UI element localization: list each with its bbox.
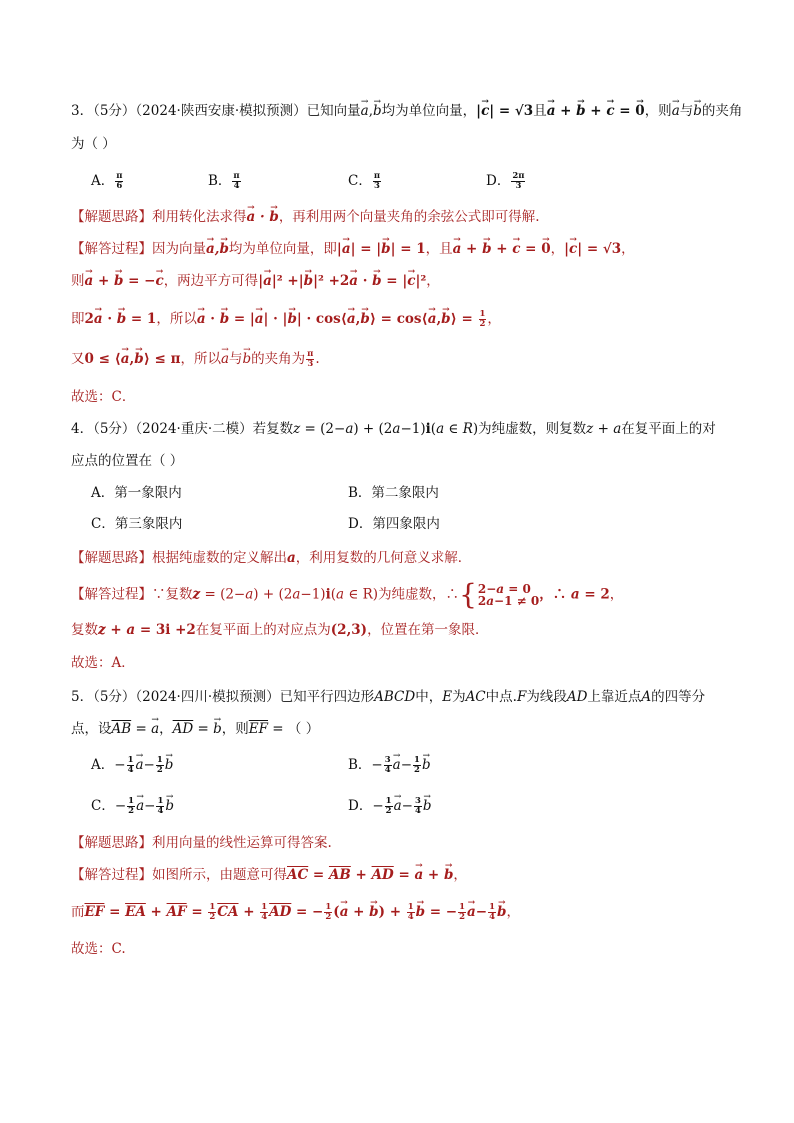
q3-stem-cont: 为（ ）	[71, 136, 116, 152]
q5-option-d[interactable]: D．− $\frac{1}{2}$ → a− $\frac{3}{4}$ → b	[348, 797, 432, 816]
q3-process-2: 则→ a + → b = −→ c，两边平方可得|→ a|² +|→ b|² +2→ a · → b = |→ c|²，	[71, 272, 440, 290]
q4-stem: 4．（5分）（2024·重庆·二模）若复数z = (2−a) + (2a−1)i(a ∈ R)为纯虚数，则复数z + a在复平面上的对	[71, 421, 716, 437]
q4-option-b[interactable]: B．第二象限内	[348, 485, 439, 501]
q3-option-c[interactable]: C． $\frac{\pi}{3}$	[348, 171, 381, 191]
q3-process-3: 即2→ a · → b = 1，所以→ a · → b = |→ a| · |→ b| · cos⟨→ a,→ b⟩ = cos⟨→ a,→ b⟩ = $\frac{1}{2}$ ，	[71, 310, 501, 329]
q5-option-a[interactable]: A．− $\frac{1}{4}$ → a− $\frac{1}{2}$ → b	[91, 756, 173, 775]
q4-stem-cont: 应点的位置在（ ）	[71, 453, 184, 469]
q4-option-d[interactable]: D．第四象限内	[348, 516, 440, 532]
q4-option-a[interactable]: A．第一象限内	[91, 485, 182, 501]
q3-process-4: 又0 ≤ ⟨→ a,→ b⟩ ≤ π，所以→ a与→ b的夹角为 $\frac{\pi}{3}$ .	[71, 350, 320, 369]
q5-process-2: 而$\overline{EF} = \overline{EA} + \overline{AF}$ = $\frac{1}{2}$ $\overline{CA}$ + $\frac{1}{4}$ $\overline{AD}$ = − $\frac{1}{2}$ (→ a + → b) + $\frac{1}{4}$ → b = − $\frac{1}{2}$ → a− $\frac{1}{4}$ → b，	[71, 903, 520, 922]
q5-idea: 【解题思路】利用向量的线性运算可得答案.	[71, 835, 332, 851]
q5-option-b[interactable]: B．− $\frac{3}{4}$ → a− $\frac{1}{2}$ → b	[348, 756, 431, 775]
q5-stem: 5．（5分）（2024·四川·模拟预测）已知平行四边形ABCD中，E为AC中点.F为线段AD上靠近点A的四等分	[71, 689, 706, 705]
q4-process-1: 【解答过程】∵复数z = (2−a) + (2a−1)i(a ∈ R)为纯虚数，∴ { 2−a = 0 2a−1 ≠ 0 ，∴ a = 2，	[71, 578, 624, 611]
q4-option-c[interactable]: C．第三象限内	[91, 516, 183, 532]
q5-answer: 故选：C.	[71, 941, 126, 957]
q3-answer: 故选：C．	[71, 389, 136, 405]
q3-idea: 【解题思路】利用转化法求得→ a · → b，再利用两个向量夹角的余弦公式即可得解.	[71, 208, 540, 226]
q5-process-1: 【解答过程】如图所示，由题意可得$\overline{AC} = \overline{AB} + \overline{AD}$ = → a + → b，	[71, 866, 467, 884]
q5-option-c[interactable]: C．− $\frac{1}{2}$ → a− $\frac{1}{4}$ → b	[91, 797, 174, 816]
q4-answer: 故选：A．	[71, 655, 135, 671]
q5-stem-cont: 点，设$\overline{AB}$ = → a，$\overline{AD}$ = → b，则$\overline{EF}$ = （ ）	[71, 720, 319, 738]
q4-idea: 【解题思路】根据纯虚数的定义解出a，利用复数的几何意义求解．	[71, 550, 472, 566]
q3-stem: 3．（5分）（2024·陕西安康·模拟预测）已知向量→ a,→ b均为单位向量，|→ c| = √3且→ a + → b + → c = → 0，则→ a与→ b的夹角	[71, 102, 742, 120]
q4-process-2: 复数z + a = 3i +2在复平面上的对应点为(2,3)，位置在第一象限．	[71, 622, 489, 638]
q3-process-1: 【解答过程】因为向量→ a,→ b均为单位向量，即|→ a| = |→ b| = 1，且→ a + → b + → c = → 0，|→ c| = √3，	[71, 240, 635, 258]
q3-option-d[interactable]: D． $\frac{2\pi}{3}$	[486, 171, 525, 191]
q3-option-b[interactable]: B． $\frac{\pi}{4}$	[208, 171, 240, 191]
q3-option-a[interactable]: A． $\frac{\pi}{6}$	[91, 171, 123, 191]
